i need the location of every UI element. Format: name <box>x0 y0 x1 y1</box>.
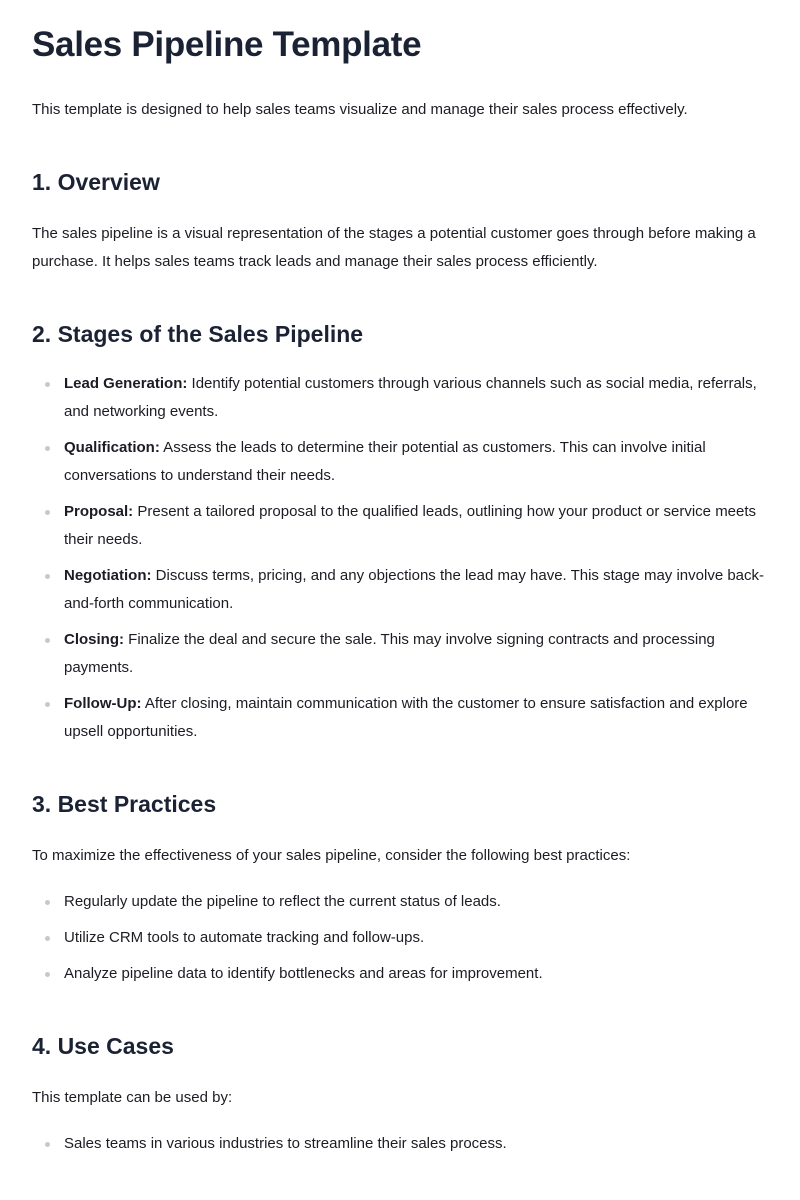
intro-paragraph: This template is designed to help sales teams visualize and manage their sales process effectively. <box>32 101 688 118</box>
bullet-icon <box>45 972 50 977</box>
section-heading: 4. Use Cases <box>32 1033 174 1059</box>
section-paragraph: This template can be used by: <box>32 1089 233 1106</box>
list-item <box>64 924 772 952</box>
bullet-icon <box>45 382 50 387</box>
stage-description: After closing, maintain communication with the customer to ensure satisfaction and explore upsell opportunities. <box>64 695 748 740</box>
stage-term: Follow-Up: <box>64 695 142 712</box>
stage-description: Identify potential customers through various channels such as social media, referrals, and networking events. <box>64 375 757 420</box>
stage-term: Proposal: <box>64 503 134 520</box>
bullet-icon <box>45 900 50 905</box>
use-cases-list <box>32 1130 772 1158</box>
stages-list <box>32 370 772 746</box>
section-paragraph: The sales pipeline is a visual representation of the stages a potential customer goes through before making a purchase. It helps sales teams track leads and manage their sales process efficiently. <box>32 225 756 270</box>
stages-section <box>32 318 772 746</box>
list-item <box>64 1130 772 1158</box>
bullet-icon <box>45 446 50 451</box>
list-item-text: Utilize CRM tools to automate tracking and follow-ups. <box>64 929 425 946</box>
stage-term: Negotiation: <box>64 567 152 584</box>
page-title: Sales Pipeline Template <box>32 25 422 64</box>
list-item <box>64 434 772 490</box>
bullet-icon <box>45 936 50 941</box>
section-paragraph: To maximize the effectiveness of your sales pipeline, consider the following best practices: <box>32 847 631 864</box>
list-item-text: Sales teams in various industries to streamline their sales process. <box>64 1135 507 1152</box>
stage-term: Closing: <box>64 631 124 648</box>
list-item <box>64 690 772 746</box>
bullet-icon <box>45 638 50 643</box>
section-heading: 3. Best Practices <box>32 791 217 817</box>
overview-section <box>32 166 772 276</box>
stage-term: Qualification: <box>64 439 160 456</box>
section-heading: 1. Overview <box>32 169 160 195</box>
bullet-icon <box>45 702 50 707</box>
stage-description: Finalize the deal and secure the sale. This may involve signing contracts and processing payments. <box>64 631 715 676</box>
list-item <box>64 370 772 426</box>
bullet-icon <box>45 1142 50 1147</box>
list-item <box>64 498 772 554</box>
list-item <box>64 562 772 618</box>
best-practices-section <box>32 788 772 988</box>
list-item-text: Regularly update the pipeline to reflect the current status of leads. <box>64 893 501 910</box>
stage-description: Present a tailored proposal to the qualified leads, outlining how your product or service meets their needs. <box>64 503 757 548</box>
list-item-text: Analyze pipeline data to identify bottlenecks and areas for improvement. <box>64 965 543 982</box>
stage-term: Lead Generation: <box>64 375 188 392</box>
bullet-icon <box>45 510 50 515</box>
list-item <box>64 626 772 682</box>
bullet-icon <box>45 574 50 579</box>
best-practices-list <box>32 888 772 988</box>
section-heading: 2. Stages of the Sales Pipeline <box>32 321 364 347</box>
use-cases-section <box>32 1030 772 1158</box>
stage-description: Assess the leads to determine their potential as customers. This can involve initial conversations to understand their needs. <box>64 439 706 484</box>
list-item <box>64 960 772 988</box>
list-item <box>64 888 772 916</box>
stage-description: Discuss terms, pricing, and any objections the lead may have. This stage may involve back-and-forth communication. <box>64 567 765 612</box>
